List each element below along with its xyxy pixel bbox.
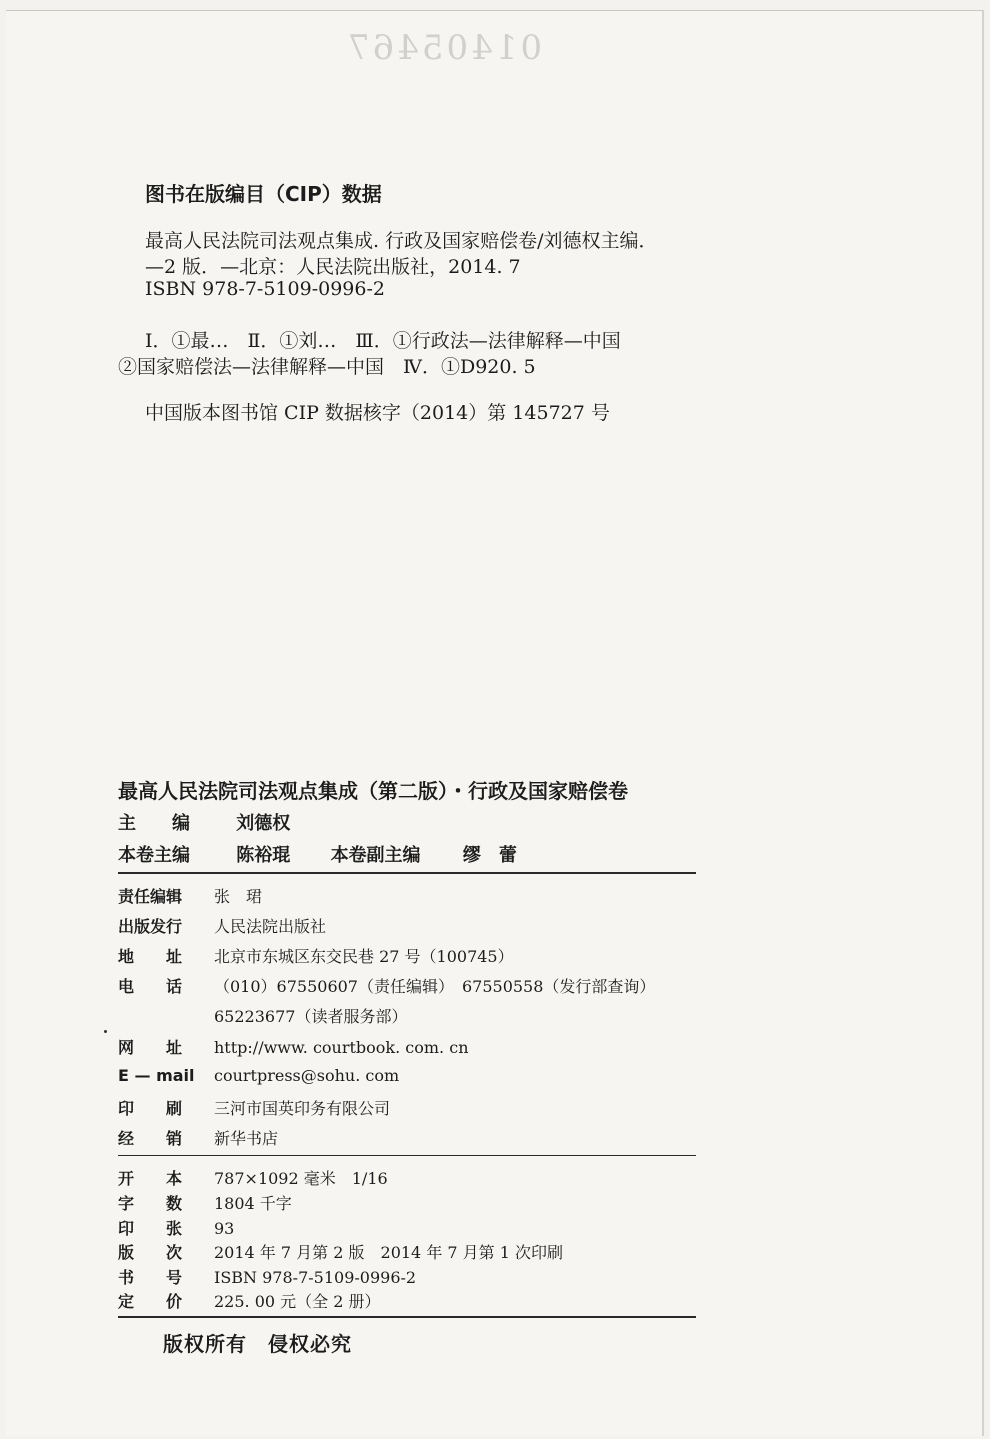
info-key: 网 址 bbox=[118, 1038, 183, 1057]
spec-value: 787×1092 毫米 1/16 bbox=[214, 1169, 388, 1188]
cip-edition-line: —2 版．—北京：人民法院出版社，2014. 7 bbox=[145, 256, 521, 278]
info-row-editor bbox=[118, 884, 262, 907]
copyright-notice: 版权所有 侵权必究 bbox=[163, 1332, 352, 1356]
book-title: 最高人民法院司法观点集成（第二版）・行政及国家赔偿卷 bbox=[118, 779, 628, 803]
volume-editors-row bbox=[118, 841, 517, 867]
spec-key: 书 号 bbox=[118, 1268, 183, 1287]
spec-key: 开 本 bbox=[118, 1169, 183, 1188]
divider bbox=[118, 872, 696, 874]
deputy-editor-label: 本卷副主编 bbox=[330, 845, 421, 866]
info-row-address bbox=[118, 944, 514, 967]
info-row-distributor bbox=[118, 1126, 278, 1149]
email-address: courtpress@sohu. com bbox=[214, 1066, 400, 1085]
info-key: E — mail bbox=[118, 1066, 195, 1085]
info-key: 电 话 bbox=[118, 977, 183, 996]
volume-editor-name: 陈裕琨 bbox=[236, 845, 291, 866]
info-value: 65223677（读者服务部） bbox=[214, 1007, 408, 1026]
info-key: 出版发行 bbox=[118, 917, 183, 936]
spec-row-format bbox=[118, 1166, 388, 1189]
spec-value: 2014 年 7 月第 2 版 2014 年 7 月第 1 次印刷 bbox=[214, 1243, 564, 1262]
info-value: 张 珺 bbox=[214, 887, 263, 906]
deputy-editor-name: 缪 蕾 bbox=[462, 845, 517, 866]
info-key: 地 址 bbox=[118, 947, 183, 966]
spec-key: 定 价 bbox=[118, 1292, 183, 1311]
spec-row-edition bbox=[118, 1240, 563, 1263]
spec-value: ISBN 978-7-5109-0996-2 bbox=[214, 1268, 417, 1287]
spec-value: 1804 千字 bbox=[214, 1194, 292, 1213]
cip-heading: 图书在版编目（CIP）数据 bbox=[145, 182, 382, 206]
info-value: （010）67550607（责任编辑） 67550558（发行部查询） bbox=[214, 977, 656, 996]
chief-editor-name: 刘德权 bbox=[236, 813, 291, 834]
info-key: 责任编辑 bbox=[118, 887, 183, 906]
info-row-publisher bbox=[118, 914, 326, 937]
cip-title-line: 最高人民法院司法观点集成. 行政及国家赔偿卷/刘德权主编． bbox=[145, 230, 658, 252]
spec-value: 225. 00 元（全 2 册） bbox=[214, 1292, 381, 1311]
cip-subject-line-1: Ⅰ．①最… Ⅱ．①刘… Ⅲ．①行政法—法律解释—中国 bbox=[145, 330, 621, 352]
info-value: 北京市东城区东交民巷 27 号（100745） bbox=[214, 947, 514, 966]
cip-record-number: 中国版本图书馆 CIP 数据核字（2014）第 145727 号 bbox=[145, 402, 610, 424]
spec-key: 版 次 bbox=[118, 1243, 183, 1262]
info-row-email bbox=[118, 1066, 399, 1085]
spec-row-sheets bbox=[118, 1216, 234, 1239]
spec-key: 字 数 bbox=[118, 1194, 183, 1213]
info-row-website bbox=[118, 1035, 469, 1058]
speck bbox=[104, 1030, 107, 1033]
cip-isbn-line: ISBN 978-7-5109-0996-2 bbox=[145, 278, 385, 300]
info-row-phone-2 bbox=[118, 1004, 407, 1027]
website-link: http://www. courtbook. com. cn bbox=[214, 1038, 469, 1057]
spec-row-wordcount bbox=[118, 1191, 292, 1214]
cip-subject-line-2: ②国家赔偿法—法律解释—中国 Ⅳ．①D920. 5 bbox=[118, 356, 536, 378]
chief-editor-row bbox=[118, 809, 290, 835]
volume-editor-label: 本卷主编 bbox=[118, 845, 190, 866]
spec-value: 93 bbox=[214, 1219, 235, 1238]
divider bbox=[118, 1155, 696, 1156]
info-value: 人民法院出版社 bbox=[214, 917, 327, 936]
info-value: 新华书店 bbox=[214, 1129, 279, 1148]
spec-row-price bbox=[118, 1289, 381, 1312]
divider bbox=[118, 1316, 696, 1318]
info-row-printer bbox=[118, 1096, 390, 1119]
info-value: 三河市国英印务有限公司 bbox=[214, 1099, 391, 1118]
spec-row-isbn bbox=[118, 1265, 416, 1288]
spec-key: 印 张 bbox=[118, 1219, 183, 1238]
info-row-phone bbox=[118, 974, 655, 997]
library-stamp: 01405467 bbox=[345, 28, 543, 68]
info-key: 经 销 bbox=[118, 1129, 183, 1148]
info-key: 印 刷 bbox=[118, 1099, 183, 1118]
chief-editor-label: 主 编 bbox=[118, 813, 190, 834]
